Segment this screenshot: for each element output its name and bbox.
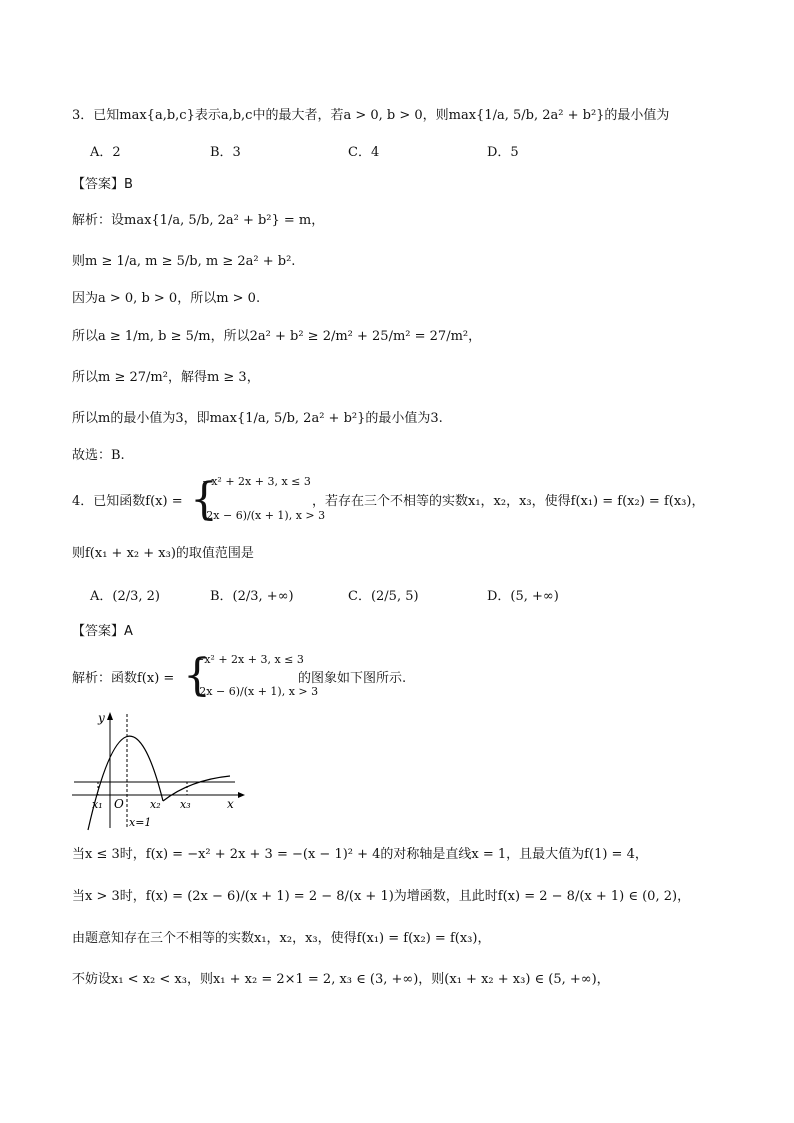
q4-solution-intro-b: 的图象如下图所示. — [298, 671, 407, 686]
q4-solution-intro-a: 解析：函数f(x) = — [72, 671, 175, 686]
q3-option-c: C．4 — [348, 145, 380, 160]
rational-curve — [163, 776, 230, 801]
x-axis-arrow — [238, 792, 245, 798]
q4-piece-2: (2x − 6)/(x + 1), x > 3 — [202, 509, 326, 522]
q4-piece-1: −x² + 2x + 3, x ≤ 3 — [202, 475, 311, 488]
origin-label: O — [114, 797, 124, 811]
q3-solution-line-7: 故选：B. — [72, 448, 125, 463]
q4-stem-a: 4．已知函数f(x) = — [72, 494, 183, 509]
x2-label: x₂ — [150, 798, 161, 811]
q3-solution-line-6: 所以m的最小值为3，即max{1/a, 5/b, 2a² + b²}的最小值为3. — [72, 411, 443, 426]
x-axis-label: x — [227, 797, 234, 811]
q4-option-a: A．(2/3, 2) — [90, 589, 160, 604]
q3-answer: 【答案】B — [72, 177, 133, 192]
y-axis-label: y — [98, 711, 105, 725]
q3-stem: 3．已知max{a,b,c}表示a,b,c中的最大者，若a > 0, b > 0，则max{1/a, 5/b, 2a² + b²}的最小值为 — [72, 108, 670, 123]
q4-option-c: C．(2/5, 5) — [348, 589, 419, 604]
q4-option-b: B．(2/3, +∞) — [210, 589, 294, 604]
symmetry-label: x=1 — [129, 816, 152, 829]
q4-stem-c: 则f(x₁ + x₂ + x₃)的取值范围是 — [72, 546, 254, 561]
y-axis-arrow — [107, 712, 113, 720]
q4-answer: 【答案】A — [72, 624, 133, 639]
q4-solution-brace: { — [183, 650, 211, 701]
parabola-curve — [88, 736, 163, 830]
q4-solution-piece-2: (2x − 6)/(x + 1), x > 3 — [195, 685, 319, 698]
q4-option-d: D．(5, +∞) — [487, 589, 559, 604]
q4-solution-line-4: 不妨设x₁ < x₂ < x₃，则x₁ + x₂ = 2×1 = 2, x₃ ∈ (3, +∞)，则(x₁ + x₂ + x₃) ∈ (5, +∞)， — [72, 972, 610, 987]
q4-solution-line-2: 当x > 3时，f(x) = (2x − 6)/(x + 1) = 2 − 8/(x + 1)为增函数，且此时f(x) = 2 − 8/(x + 1) ∈ (0, 2)， — [72, 889, 691, 904]
q4-solution-line-3: 由题意知存在三个不相等的实数x₁，x₂，x₃，使得f(x₁) = f(x₂) = f(x₃)， — [72, 931, 491, 946]
q4-stem-b: ，若存在三个不相等的实数x₁，x₂，x₃，使得f(x₁) = f(x₂) = f(x₃)， — [312, 494, 705, 509]
q3-option-b: B．3 — [210, 145, 241, 160]
q3-solution-line-4: 所以a ≥ 1/m, b ≥ 5/m，所以2a² + b² ≥ 2/m² + 25/m² = 27/m²， — [72, 329, 482, 344]
q4-solution-piece-1: −x² + 2x + 3, x ≤ 3 — [195, 653, 304, 666]
x3-label: x₃ — [180, 798, 191, 811]
function-graph — [70, 708, 250, 833]
q3-solution-line-1: 解析：设max{1/a, 5/b, 2a² + b²} = m， — [72, 213, 325, 228]
q3-option-a: A．2 — [90, 145, 121, 160]
q4-brace: { — [190, 474, 218, 525]
q3-option-d: D．5 — [487, 145, 519, 160]
x1-label: x₁ — [92, 798, 103, 811]
q4-solution-line-1: 当x ≤ 3时，f(x) = −x² + 2x + 3 = −(x − 1)² + 4的对称轴是直线x = 1，且最大值为f(1) = 4， — [72, 847, 648, 862]
q3-solution-line-2: 则m ≥ 1/a, m ≥ 5/b, m ≥ 2a² + b². — [72, 254, 296, 269]
q3-solution-line-3: 因为a > 0, b > 0，所以m > 0. — [72, 291, 261, 306]
q3-solution-line-5: 所以m ≥ 27/m²，解得m ≥ 3， — [72, 370, 260, 385]
